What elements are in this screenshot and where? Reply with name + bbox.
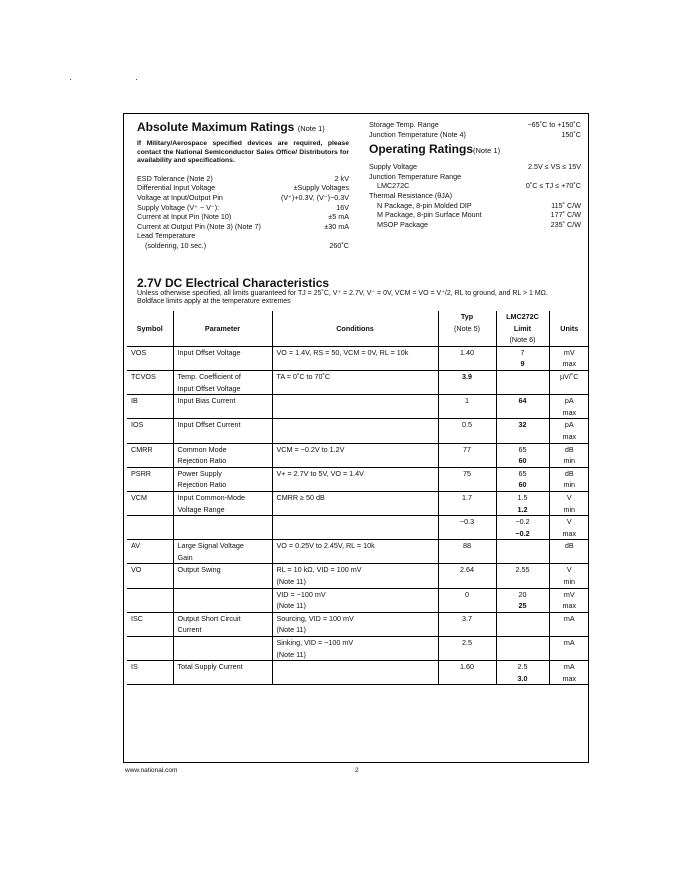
- amr-item-value: ±5 mA: [328, 212, 349, 222]
- cell-units: dB min: [549, 467, 589, 491]
- cell-units: dB min: [549, 443, 589, 467]
- cell-conditions: [272, 661, 438, 685]
- cell-conditions: V+ = 2.7V to 5V, VO = 1.4V: [272, 467, 438, 491]
- cell-limit: 64: [496, 395, 549, 419]
- cell-symbol: VO: [127, 564, 173, 588]
- dc-title-wrap: [137, 276, 329, 290]
- cell-parameter: Input Offset Voltage: [173, 346, 272, 370]
- amr-item-value: 16V: [336, 202, 349, 212]
- cell-typ: 77: [438, 443, 496, 467]
- amr-item-value: ±30 mA: [324, 221, 349, 231]
- cell-symbol: PSRR: [127, 467, 173, 491]
- cell-limit: 65 60: [496, 467, 549, 491]
- cell-typ: 3.7: [438, 612, 496, 636]
- filler-cell: [438, 685, 496, 686]
- cell-units: V min: [549, 564, 589, 588]
- cell-units: mV max: [549, 346, 589, 370]
- cell-symbol: VOS: [127, 346, 173, 370]
- cell-symbol: ISC: [127, 612, 173, 636]
- th-limit: Limit: [496, 323, 549, 335]
- cell-symbol: TCVOS: [127, 370, 173, 394]
- opr-item-label: Thermal Resistance (θJA): [369, 190, 453, 200]
- table-row: [127, 419, 589, 443]
- table-row: [127, 637, 589, 661]
- amr-item-row: [137, 241, 349, 251]
- cell-units: dB: [549, 540, 589, 564]
- th-limit-note: (Note 6): [496, 334, 549, 346]
- amr-right-list: [369, 120, 581, 139]
- table-row: [127, 661, 589, 685]
- amr-item-row: [137, 222, 349, 232]
- table-row: [127, 491, 589, 515]
- cell-symbol: AV: [127, 540, 173, 564]
- cell-limit: 2.5 3.0: [496, 661, 549, 685]
- cell-symbol: VCM: [127, 491, 173, 515]
- opr-item-row: [369, 172, 581, 182]
- cell-units: V min: [549, 491, 589, 515]
- amr-item-row: [137, 193, 349, 203]
- amr-item-label: Lead Temperature: [137, 231, 196, 241]
- cell-symbol: IS: [127, 661, 173, 685]
- cell-conditions: TA = 0˚C to 70˚C: [272, 370, 438, 394]
- cell-typ: 3.9: [438, 370, 496, 394]
- cell-parameter: Power Supply Rejection Ratio: [173, 467, 272, 491]
- opr-item-value: 177˚ C/W: [550, 210, 581, 220]
- cell-typ: 1.60: [438, 661, 496, 685]
- amr-item-row: [137, 212, 349, 222]
- table-row: [127, 516, 589, 540]
- dc-table: [127, 311, 589, 685]
- opr-item-label: MSOP Package: [377, 219, 429, 229]
- cell-parameter: [173, 516, 272, 540]
- opr-item-value: 0˚C ≤ TJ ≤ +70˚C: [525, 181, 581, 191]
- dc-paragraph: Unless otherwise specified, all limits guaranteed for TJ = 25˚C, V⁺ = 2.7V, V⁻ = 0V, VCM = VO = V⁺/2, RL to ground, and RL > 1 MΩ. Boldface limits apply at the temperature extremes: [137, 290, 548, 305]
- th-parameter: Parameter: [173, 311, 272, 346]
- th-conditions: Conditions: [272, 311, 438, 346]
- table-row: [127, 612, 589, 636]
- amr-item-row: [137, 174, 349, 184]
- amr-title: Absolute Maximum Ratings (Note 1): [137, 120, 325, 134]
- footer-site: www.national.com: [125, 767, 178, 774]
- cell-typ: 0.5: [438, 419, 496, 443]
- cell-parameter: [173, 637, 272, 661]
- cell-conditions: VID = −100 mV (Note 11): [272, 588, 438, 612]
- amr-item-value: 150˚C: [561, 129, 581, 139]
- opr-item-value: 235˚ C/W: [550, 219, 581, 229]
- amr-item-value: ±Supply Voltages: [293, 183, 349, 193]
- cell-parameter: Input Bias Current: [173, 395, 272, 419]
- opr-item-row: [369, 191, 581, 201]
- amr-list: [137, 174, 349, 251]
- cell-units: pA max: [549, 419, 589, 443]
- filler-cell: [272, 685, 438, 686]
- cell-conditions: [272, 419, 438, 443]
- amr-item-row: [137, 231, 349, 241]
- opr-item-label: N Package, 8-pin Molded DIP: [377, 200, 472, 210]
- amr-item-value: 260˚C: [329, 240, 349, 250]
- cell-limit: 32: [496, 419, 549, 443]
- table-row: [127, 588, 589, 612]
- amr-item-value: 2 kV: [334, 173, 349, 183]
- stray-dot: [70, 79, 71, 80]
- cell-limit: [496, 612, 549, 636]
- opr-item-label: Supply Voltage: [369, 162, 417, 172]
- amr-item-label: Junction Temperature (Note 4): [369, 129, 466, 139]
- cell-typ: 1.7: [438, 491, 496, 515]
- amr-warning: If Military/Aerospace specified devices are required, please contact the National Semiconductor Sales Office/ Distributors for availability and specifications.: [137, 140, 349, 165]
- cell-limit: [496, 370, 549, 394]
- cell-parameter: Input Common-Mode Voltage Range: [173, 491, 272, 515]
- cell-typ: 1.40: [438, 346, 496, 370]
- cell-conditions: Sourcing, VID = 100 mV (Note 11): [272, 612, 438, 636]
- cell-typ: −0.3: [438, 516, 496, 540]
- table-filler: [127, 685, 589, 686]
- cell-conditions: CMRR ≥ 50 dB: [272, 491, 438, 515]
- cell-conditions: VCM = −0.2V to 1.2V: [272, 443, 438, 467]
- opr-item-row: [369, 201, 581, 211]
- opr-item-label: Junction Temperature Range: [369, 171, 462, 181]
- amr-item-label: ESD Tolerance (Note 2): [137, 173, 213, 183]
- cell-parameter: [173, 588, 272, 612]
- cell-parameter: Common Mode Rejection Ratio: [173, 443, 272, 467]
- opr-item-label: LMC272C: [377, 181, 410, 191]
- cell-typ: 2.64: [438, 564, 496, 588]
- cell-units: mA: [549, 637, 589, 661]
- stray-dot: [136, 79, 137, 80]
- amr-item-row: [137, 203, 349, 213]
- opr-list: [369, 162, 581, 229]
- cell-symbol: CMRR: [127, 443, 173, 467]
- filler-cell: [173, 685, 272, 686]
- table-row: [127, 346, 589, 370]
- amr-item-value: (V⁺)+0.3V, (V⁻)−0.3V: [280, 192, 349, 202]
- amr-item-label: Current at Input Pin (Note 10): [137, 212, 232, 222]
- cell-symbol: IB: [127, 395, 173, 419]
- cell-conditions: [272, 395, 438, 419]
- opr-item-value: 115˚ C/W: [551, 200, 581, 210]
- cell-limit: 7 9: [496, 346, 549, 370]
- amr-item-value: −65˚C to +150˚C: [527, 120, 581, 129]
- cell-conditions: Sinking, VID = −100 mV (Note 11): [272, 637, 438, 661]
- table-row: [127, 395, 589, 419]
- cell-units: mA max: [549, 661, 589, 685]
- cell-symbol: IOS: [127, 419, 173, 443]
- cell-limit: 2.55: [496, 564, 549, 588]
- cell-typ: 1: [438, 395, 496, 419]
- th-typ: Typ: [438, 311, 496, 323]
- amr-item-label: Storage Temp. Range: [369, 120, 439, 129]
- cell-symbol: [127, 637, 173, 661]
- cell-parameter: Total Supply Current: [173, 661, 272, 685]
- cell-units: mA: [549, 612, 589, 636]
- cell-parameter: Temp. Coefficient of Input Offset Voltage: [173, 370, 272, 394]
- opr-item-label: M Package, 8-pin Surface Mount: [377, 210, 482, 220]
- cell-parameter: Output Short Circuit Current: [173, 612, 272, 636]
- cell-symbol: [127, 588, 173, 612]
- amr-item-row: [369, 120, 581, 130]
- amr-item-label: Voltage at Input/Output Pin: [137, 192, 223, 202]
- cell-typ: 88: [438, 540, 496, 564]
- table-row: [127, 443, 589, 467]
- cell-units: V max: [549, 516, 589, 540]
- opr-item-row: [369, 220, 581, 230]
- opr-title: Operating Ratings(Note 1): [369, 142, 501, 157]
- cell-parameter: Large Signal Voltage Gain: [173, 540, 272, 564]
- th-part: LMC272C: [496, 311, 549, 323]
- cell-parameter: Input Offset Current: [173, 419, 272, 443]
- cell-typ: 2.5: [438, 637, 496, 661]
- amr-item-label: Current at Output Pin (Note 3) (Note 7): [137, 221, 261, 231]
- amr-item-label: (soldering, 10 sec.): [145, 240, 207, 250]
- table-row: [127, 467, 589, 491]
- amr-item-label: Differential Input Voltage: [137, 183, 216, 193]
- cell-limit: 1.5 1.2: [496, 491, 549, 515]
- dc-title: 2.7V DC Electrical Characteristics: [137, 276, 330, 290]
- cell-units: mV max: [549, 588, 589, 612]
- th-typ-note: (Note 5): [438, 323, 496, 347]
- cell-units: µV/˚C: [549, 370, 589, 394]
- amr-item-label: Supply Voltage (V⁺ − V⁻):: [137, 202, 220, 212]
- cell-conditions: VO = 0.25V to 2.45V, RL = 10k: [272, 540, 438, 564]
- cell-symbol: [127, 516, 173, 540]
- table-row: [127, 540, 589, 564]
- footer-page: 2: [355, 767, 359, 774]
- cell-conditions: VO = 1.4V, RS = 50, VCM = 0V, RL = 10k: [272, 346, 438, 370]
- cell-limit: [496, 637, 549, 661]
- cell-typ: 0: [438, 588, 496, 612]
- cell-limit: [496, 540, 549, 564]
- cell-limit: 20 25: [496, 588, 549, 612]
- cell-limit: −0.2 −0.2: [496, 516, 549, 540]
- opr-item-row: [369, 181, 581, 191]
- amr-item-row: [369, 130, 581, 140]
- cell-typ: 75: [438, 467, 496, 491]
- filler-cell: [127, 685, 173, 686]
- th-symbol: Symbol: [127, 311, 173, 346]
- cell-conditions: RL = 10 kΩ, VID = 100 mV (Note 11): [272, 564, 438, 588]
- opr-item-value: 2.5V ≤ VS ≤ 15V: [527, 162, 581, 172]
- th-units: Units: [549, 311, 589, 346]
- filler-cell: [496, 685, 549, 686]
- amr-item-row: [137, 183, 349, 193]
- table-row: [127, 564, 589, 588]
- cell-parameter: Output Swing: [173, 564, 272, 588]
- cell-units: pA max: [549, 395, 589, 419]
- table-row: [127, 370, 589, 394]
- absolute-max-ratings: [137, 120, 349, 251]
- right-column: [369, 120, 581, 229]
- opr-item-row: [369, 210, 581, 220]
- cell-limit: 65 60: [496, 443, 549, 467]
- cell-conditions: [272, 516, 438, 540]
- filler-cell: [549, 685, 589, 686]
- opr-item-row: [369, 162, 581, 172]
